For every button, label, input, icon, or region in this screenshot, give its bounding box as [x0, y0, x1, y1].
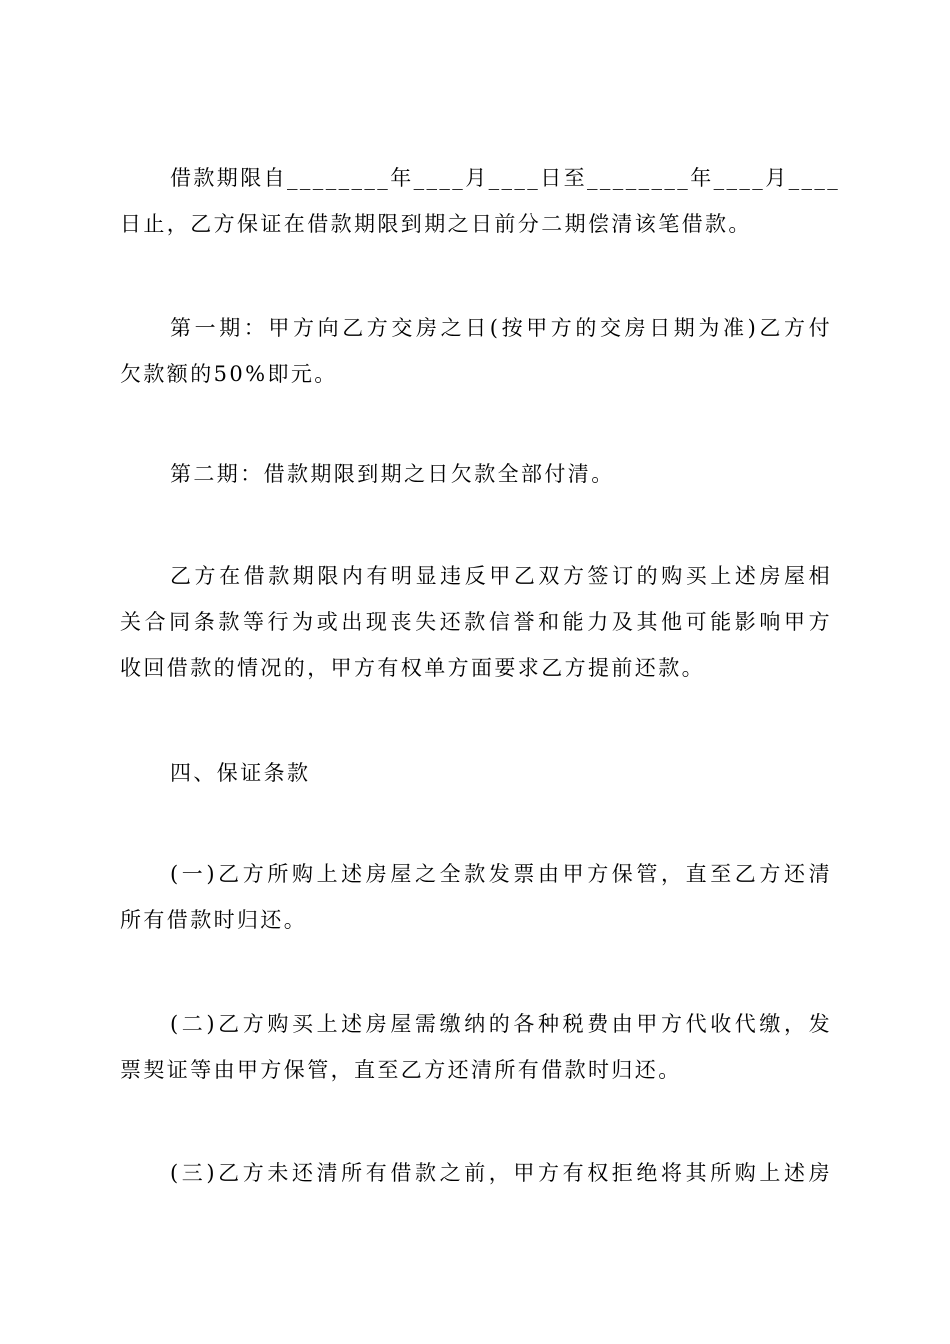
- paragraph-first-installment: [120, 305, 832, 397]
- clause-1: [120, 851, 832, 943]
- text-line: (三)乙方未还清所有借款之前，甲方有权拒绝将其所购上述房: [170, 1161, 832, 1185]
- text-line: 关合同条款等行为或出现丧失还款信誉和能力及其他可能影响甲方: [120, 610, 832, 634]
- clause-2: [120, 1001, 832, 1093]
- text-line: 乙方在借款期限内有明显违反甲乙双方签订的购买上述房屋相: [170, 564, 832, 588]
- text-line: (二)乙方购买上述房屋需缴纳的各种税费由甲方代收代缴，发: [170, 1012, 832, 1036]
- text-line: 欠款额的50%即元。: [120, 362, 338, 386]
- text-line: 第一期：甲方向乙方交房之日(按甲方的交房日期为准)乙方付: [170, 316, 832, 340]
- paragraph-early-repayment: [120, 553, 832, 691]
- paragraph-loan-term: [120, 155, 841, 247]
- text-line: 借款期限自________年____月____日至________年____月____: [170, 166, 841, 190]
- section-heading-text: 四、保证条款: [170, 761, 311, 785]
- clause-3: [120, 1150, 832, 1196]
- text-line: (一)乙方所购上述房屋之全款发票由甲方保管，直至乙方还清: [170, 862, 832, 886]
- text-line: 日止，乙方保证在借款期限到期之日前分二期偿清该笔借款。: [120, 212, 752, 236]
- text-line: 所有借款时归还。: [120, 908, 308, 932]
- text-line: 第二期：借款期限到期之日欠款全部付清。: [170, 462, 615, 486]
- section-heading-guarantee-terms: [120, 750, 832, 796]
- text-line: 票契证等由甲方保管，直至乙方还清所有借款时归还。: [120, 1058, 682, 1082]
- paragraph-second-installment: [120, 451, 832, 497]
- text-line: 收回借款的情况的，甲方有权单方面要求乙方提前还款。: [120, 656, 705, 680]
